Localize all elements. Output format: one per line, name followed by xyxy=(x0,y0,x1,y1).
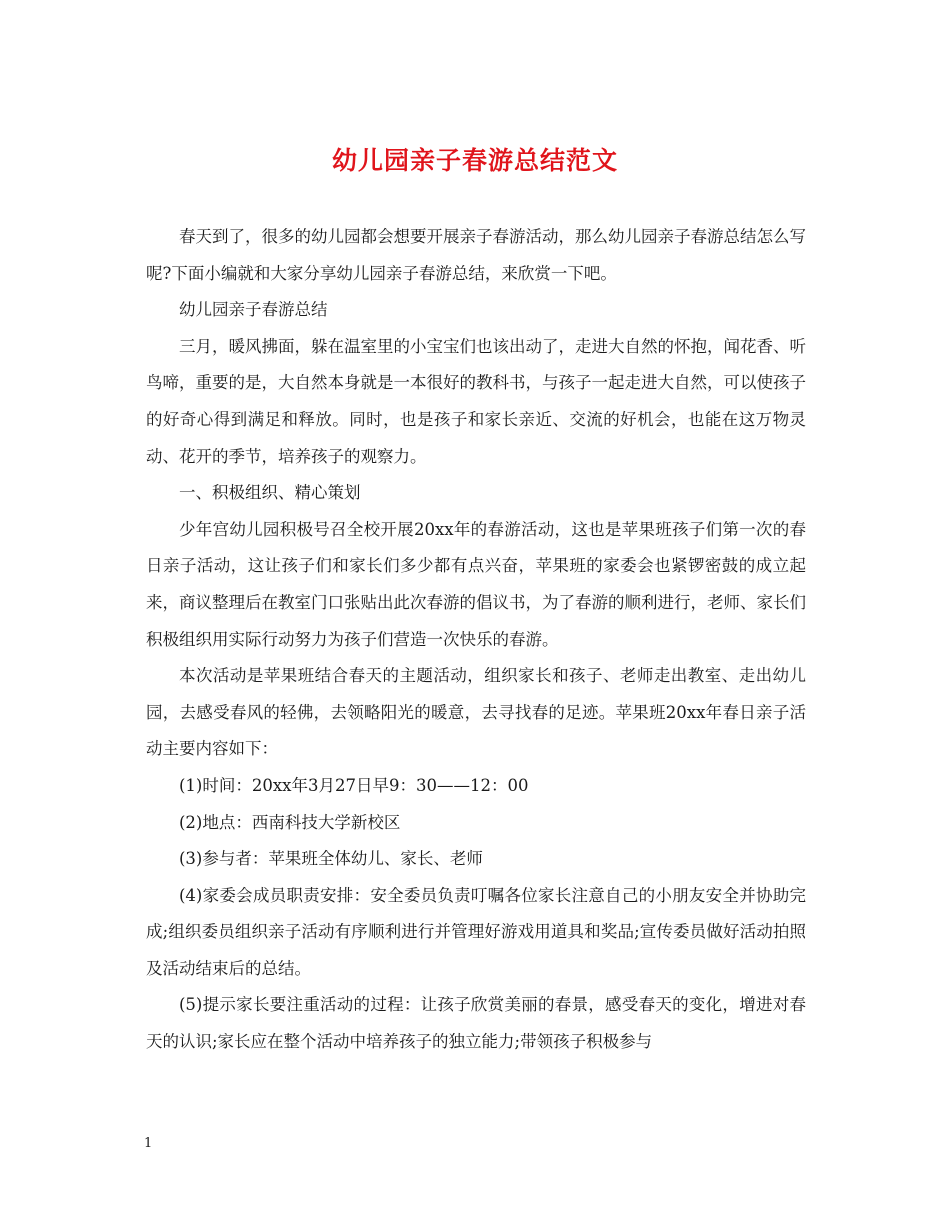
list-item-duties: (4)家委会成员职责安排：安全委员负责叮嘱各位家长注意自己的小朋友安全并协助完成;组织委员组织亲子活动有序顺利进行并管理好游戏用道具和奖品;宣传委员做好活动拍照及活动结束后的总结。 xyxy=(146,885,806,978)
paragraph-march: 三月，暖风拂面，躲在温室里的小宝宝们也该出动了，走进大自然的怀抱，闻花香、听鸟啼，重要的是，大自然本身就是一本很好的教科书，与孩子一起走进大自然，可以使孩子的好奇心得到满足和释放。同时，也是孩子和家长亲近、交流的好机会，也能在这万物灵动、花开的季节，培养孩子的观察力。 xyxy=(146,336,806,466)
page-number: 1 xyxy=(144,1136,153,1151)
list-item-time: (1)时间：20xx年3月27日早9：30——12：00 xyxy=(179,775,529,795)
list-item-participants: (3)参与者：苹果班全体幼儿、家长、老师 xyxy=(179,849,483,869)
paragraph-organize: 少年宫幼儿园积极号召全校开展20xx年的春游活动，这也是苹果班孩子们第一次的春日亲子活动，这让孩子们和家长们多少都有点兴奋，苹果班的家委会也紧锣密鼓的成立起来，商议整理后在教室门口张贴出此次春游的倡议书，为了春游的顺利进行，老师、家长们积极组织用实际行动努力为孩子们营造一次快乐的春游。 xyxy=(146,519,806,649)
list-item-location: (2)地点：西南科技大学新校区 xyxy=(179,812,401,832)
paragraph-intro: 春天到了，很多的幼儿园都会想要开展亲子春游活动，那么幼儿园亲子春游总结怎么写呢?下面小编就和大家分享幼儿园亲子春游总结，来欣赏一下吧。 xyxy=(146,227,806,283)
document-body xyxy=(146,219,806,1061)
document-title: 幼儿园亲子春游总结范文 xyxy=(331,146,618,175)
paragraph-subtitle: 幼儿园亲子春游总结 xyxy=(179,300,328,320)
paragraph-activity: 本次活动是苹果班结合春天的主题活动，组织家长和孩子、老师走出教室、走出幼儿园，去感受春风的轻佛，去领略阳光的暖意，去寻找春的足迹。苹果班20xx年春日亲子活动主要内容如下： xyxy=(146,666,806,759)
section-heading-organize: 一、积极组织、精心策划 xyxy=(179,483,361,503)
list-item-reminder: (5)提示家长要注重活动的过程：让孩子欣赏美丽的春景，感受春天的变化，增进对春天的认识;家长应在整个活动中培养孩子的独立能力;带领孩子积极参与 xyxy=(146,995,806,1052)
